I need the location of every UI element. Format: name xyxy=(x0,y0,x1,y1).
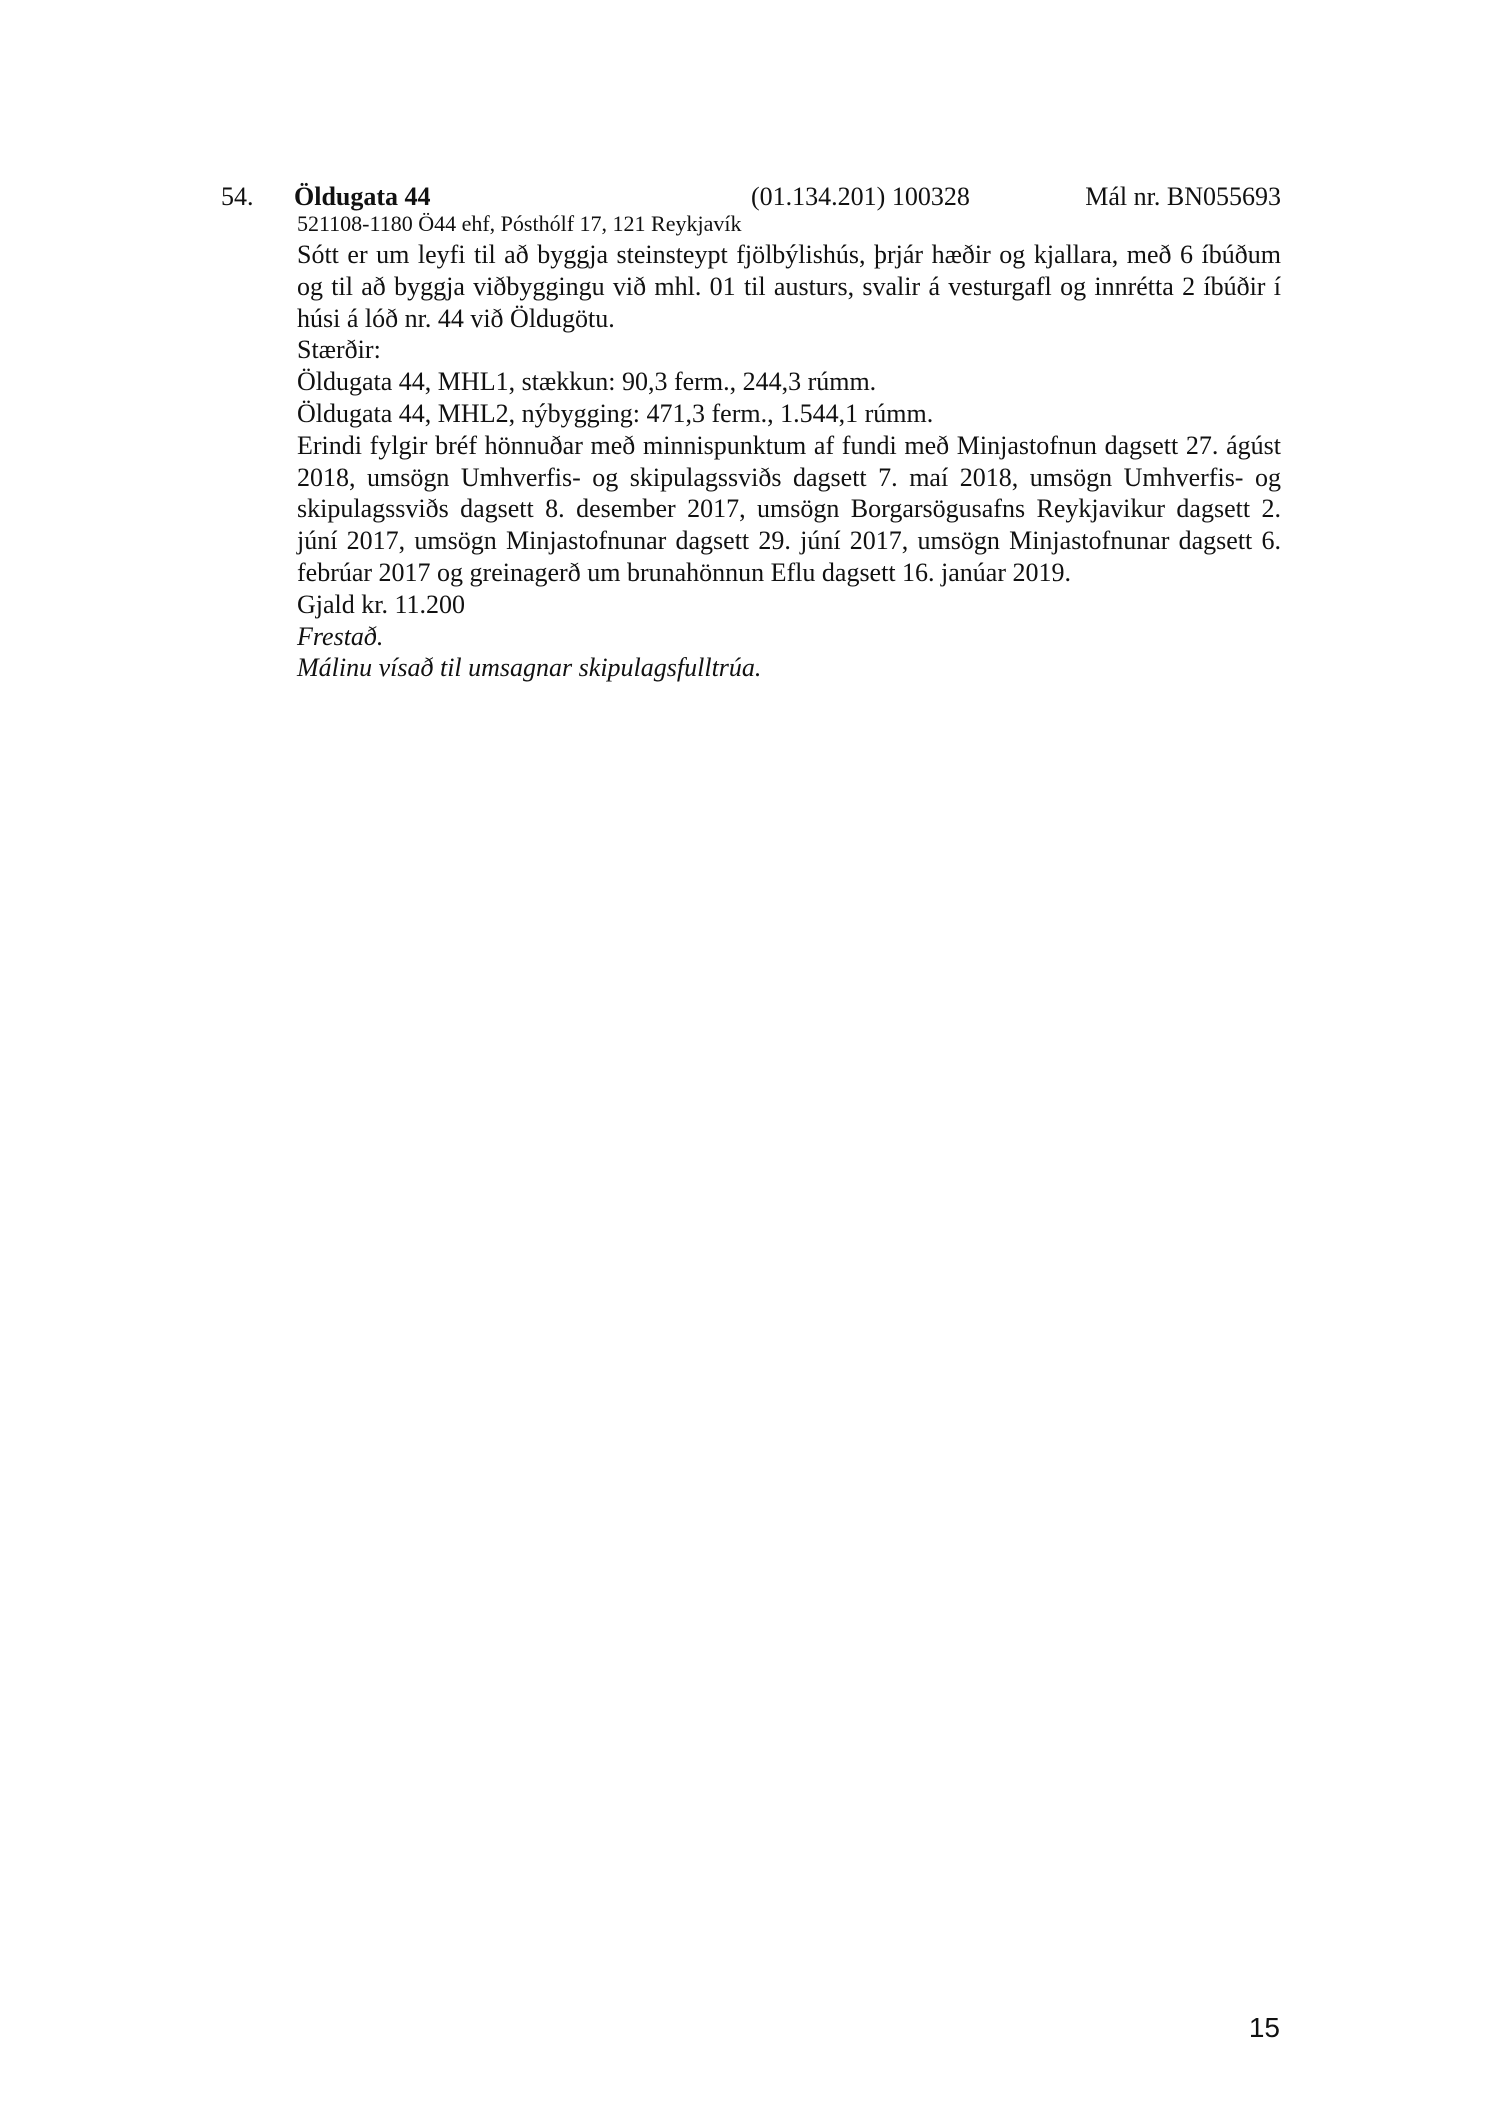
fee: Gjald kr. 11.200 xyxy=(297,589,466,619)
size-line: Öldugata 44, MHL2, nýbygging: 471,3 ferm., 1.544,1 rúmm. xyxy=(297,398,934,428)
item-number: 54. xyxy=(221,182,254,211)
referral: Málinu vísað til umsagnar skipulagsfulltrúa. xyxy=(297,653,762,683)
sizes-label: Stærðir: xyxy=(297,335,381,365)
agenda-item xyxy=(221,177,1281,684)
item-heading xyxy=(221,177,1281,217)
attachments-text: Erindi fylgir bréf hönnuðar með minnispunktum af fundi með Minjastofnun dagsett 27. ágúst 2018, umsögn Umhverfis- og skipulagssviðs dagsett 7. maí 2018, umsögn Umhverfis- og skipulagssviðs dagsett 8. desember 2017, umsögn Borgarsögusafns Reykjavikur dagsett 2. júní 2017, umsögn Minjastofnunar dagsett 29. júní 2017, umsögn Minjastofnunar dagsett 6. febrúar 2017 og greinagerð um brunahönnun Eflu dagsett 16. janúar 2019. xyxy=(297,430,1281,587)
page-number: 15 xyxy=(1248,2012,1280,2043)
item-body xyxy=(297,211,1281,684)
item-title: Öldugata 44 xyxy=(294,182,431,211)
application-description: Sótt er um leyfi til að byggja steinsteypt fjölbýlishús, þrjár hæðir og kjallara, með 6 íbúðum og til að byggja viðbyggingu við mhl. 01 til austurs, svalir á vesturgafl og innrétta 2 íbúðir í húsi á lóð nr. 44 við Öldugötu. xyxy=(297,240,1281,333)
applicant: 521108-1180 Ö44 ehf, Pósthólf 17, 121 Reykjavík xyxy=(297,211,742,236)
property-reference: (01.134.201) 100328 xyxy=(751,182,970,211)
size-line: Öldugata 44, MHL1, stækkun: 90,3 ferm., 244,3 rúmm. xyxy=(297,367,877,397)
case-number: Mál nr. BN055693 xyxy=(1085,182,1281,211)
decision: Frestað. xyxy=(297,621,384,651)
